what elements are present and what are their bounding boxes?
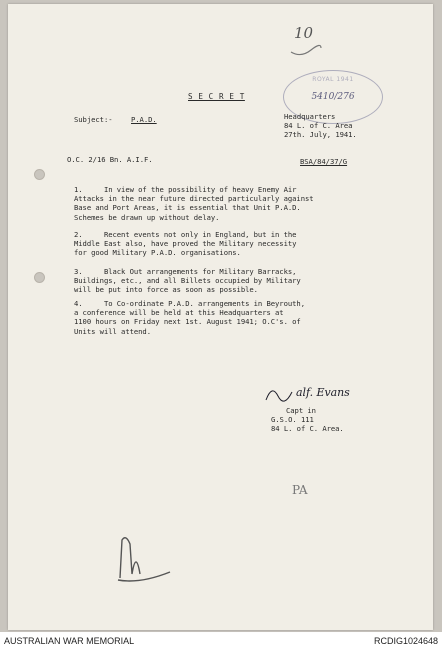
file-reference: BSA/84/37/G (300, 157, 348, 166)
signature-flourish (262, 382, 298, 408)
stamp-number: 5410/276 (311, 92, 355, 102)
hq-line-2: 84 L. of C. Area (284, 121, 353, 130)
addressee: O.C. 2/16 Bn. A.I.F. (67, 155, 153, 164)
paragraph-2: 2. Recent events not only in England, but in the Middle East also, have proved the Military necessity for good Military P.A.D. organisations. (74, 230, 297, 258)
pencil-folio-number: 10 (294, 24, 314, 42)
security-classification: S E C R E T (188, 92, 245, 101)
stamp-heading: ROYAL 1941 (312, 76, 354, 83)
pencil-initials: PA (292, 483, 308, 497)
signatory-area: 84 L. of C. Area. (271, 424, 344, 433)
subject-label: Subject:- (74, 115, 113, 124)
signatory-appointment: G.S.O. 111 (271, 415, 314, 424)
punch-hole (34, 272, 45, 283)
punch-hole (34, 169, 45, 180)
subject-value: P.A.D. (131, 115, 157, 124)
pencil-underline-mark (289, 40, 323, 60)
footer-record-id: RCDIG1024648 (373, 636, 438, 646)
hq-line-1: Headquarters (284, 112, 336, 121)
paragraph-3: 3. Black Out arrangements for Military Barracks, Buildings, etc., and all Billets occupied by Military will be put into force as soon as possible. (74, 267, 301, 295)
paragraph-1: 1. In view of the possibility of heavy Enemy Air Attacks in the near future directed particularly against Base and Port Areas, it is essential that Unit P.A.D. Schemes be drawn up without delay. (74, 185, 314, 222)
paragraph-4: 4. To Co-ordinate P.A.D. arrangements in Beyrouth, a conference will be held at this Headquarters at 1100 hours on Friday next 1st. August 1941; O.C's. of Units will attend. (74, 299, 305, 336)
pencil-scribble-mark (110, 530, 180, 588)
footer-institution: AUSTRALIAN WAR MEMORIAL (4, 636, 135, 646)
signatory-rank: Capt in (286, 406, 316, 415)
handwritten-signature: alf. Evans (296, 386, 350, 399)
hq-line-3: 27th. July, 1941. (284, 130, 357, 139)
